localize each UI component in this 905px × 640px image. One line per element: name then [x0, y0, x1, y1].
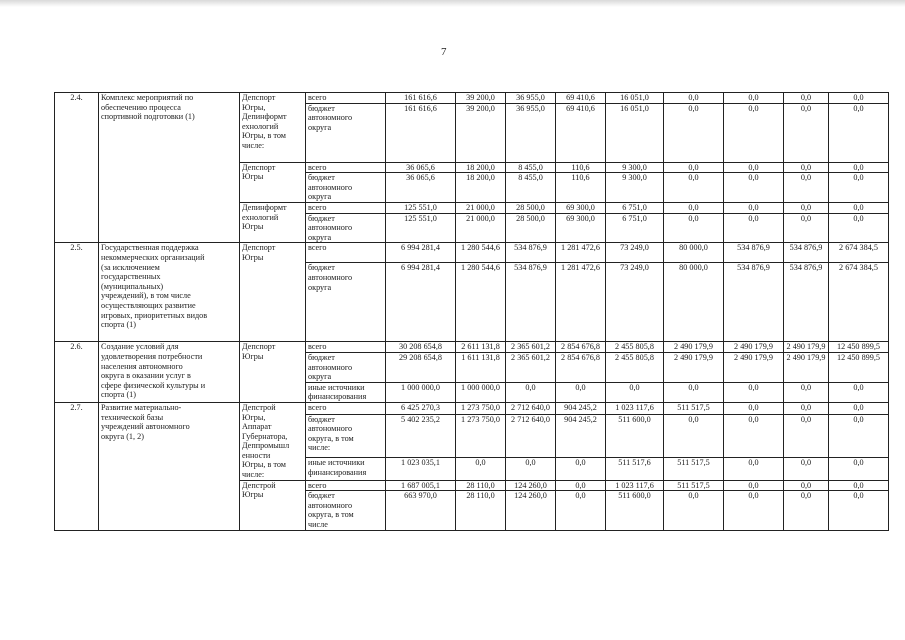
page-number: 7	[441, 46, 447, 58]
funding-source: иные источники финансирования	[306, 382, 386, 402]
amount-cell: 511 517,5	[664, 458, 724, 480]
amount-cell: 5 402 235,2	[386, 414, 456, 458]
amount-cell: 1 023 035,1	[386, 458, 456, 480]
amount-cell: 125 551,0	[386, 202, 456, 213]
amount-cell: 125 551,0	[386, 213, 456, 243]
amount-cell: 2 490 179,9	[724, 342, 784, 353]
amount-cell: 0,0	[724, 480, 784, 491]
amount-cell: 12 450 899,5	[829, 352, 889, 382]
amount-cell: 1 280 544,6	[456, 263, 506, 342]
budget-table-body	[55, 93, 889, 531]
executor: Депспорт Югры	[240, 162, 306, 202]
amount-cell: 39 200,0	[456, 103, 506, 162]
amount-cell: 0,0	[784, 93, 829, 104]
amount-cell: 0,0	[829, 173, 889, 203]
amount-cell: 110,6	[556, 173, 606, 203]
amount-cell: 511 517,5	[664, 480, 724, 491]
amount-cell: 0,0	[829, 162, 889, 173]
amount-cell: 28 110,0	[456, 491, 506, 530]
amount-cell: 28 500,0	[506, 213, 556, 243]
amount-cell: 1 000 000,0	[386, 382, 456, 402]
amount-cell: 0,0	[784, 382, 829, 402]
amount-cell: 0,0	[784, 162, 829, 173]
amount-cell: 80 000,0	[664, 263, 724, 342]
amount-cell: 2 490 179,9	[784, 342, 829, 353]
executor: Депспорт Югры	[240, 342, 306, 403]
amount-cell: 534 876,9	[784, 243, 829, 263]
row-number: 2.5.	[55, 243, 99, 342]
amount-cell: 0,0	[664, 103, 724, 162]
amount-cell: 73 249,0	[606, 243, 664, 263]
amount-cell: 69 410,6	[556, 93, 606, 104]
amount-cell: 6 994 281,4	[386, 263, 456, 342]
amount-cell: 0,0	[724, 173, 784, 203]
amount-cell: 36 955,0	[506, 93, 556, 104]
amount-cell: 110,6	[556, 162, 606, 173]
amount-cell: 18 200,0	[456, 173, 506, 203]
executor: Депспорт Югры, Депинформт ехнологий Югры, в том числе:	[240, 93, 306, 163]
executor: Депстрой Югры, Аппарат Губернатора, Деппромышл енности Югры, в том числе:	[240, 402, 306, 480]
amount-cell: 0,0	[724, 382, 784, 402]
executor: Депинформт ехнологий Югры	[240, 202, 306, 242]
amount-cell: 0,0	[829, 458, 889, 480]
amount-cell: 0,0	[664, 202, 724, 213]
amount-cell: 0,0	[664, 173, 724, 203]
amount-cell: 534 876,9	[506, 243, 556, 263]
amount-cell: 69 300,0	[556, 213, 606, 243]
amount-cell: 534 876,9	[724, 263, 784, 342]
amount-cell: 69 300,0	[556, 202, 606, 213]
amount-cell: 6 751,0	[606, 213, 664, 243]
amount-cell: 18 200,0	[456, 162, 506, 173]
amount-cell: 30 208 654,8	[386, 342, 456, 353]
amount-cell: 2 365 601,2	[506, 352, 556, 382]
amount-cell: 511 600,0	[606, 414, 664, 458]
funding-source: бюджет автономного округа	[306, 263, 386, 342]
amount-cell: 0,0	[506, 458, 556, 480]
table-row	[55, 342, 889, 353]
amount-cell: 2 854 676,8	[556, 342, 606, 353]
amount-cell: 534 876,9	[506, 263, 556, 342]
amount-cell: 29 208 654,8	[386, 352, 456, 382]
amount-cell: 0,0	[829, 491, 889, 530]
amount-cell: 6 994 281,4	[386, 243, 456, 263]
amount-cell: 1 281 472,6	[556, 243, 606, 263]
funding-source: бюджет автономного округа	[306, 352, 386, 382]
amount-cell: 1 280 544,6	[456, 243, 506, 263]
amount-cell: 904 245,2	[556, 414, 606, 458]
row-number: 2.4.	[55, 93, 99, 243]
funding-source: бюджет автономного округа, в том числе:	[306, 414, 386, 458]
amount-cell: 69 410,6	[556, 103, 606, 162]
amount-cell: 0,0	[664, 93, 724, 104]
funding-source: бюджет автономного округа, в том числе	[306, 491, 386, 530]
amount-cell: 2 490 179,9	[784, 352, 829, 382]
amount-cell: 0,0	[829, 202, 889, 213]
amount-cell: 0,0	[724, 93, 784, 104]
amount-cell: 9 300,0	[606, 173, 664, 203]
amount-cell: 16 051,0	[606, 93, 664, 104]
amount-cell: 0,0	[556, 480, 606, 491]
table-row	[55, 243, 889, 263]
amount-cell: 161 616,6	[386, 93, 456, 104]
amount-cell: 0,0	[456, 458, 506, 480]
amount-cell: 2 712 640,0	[506, 414, 556, 458]
funding-source: всего	[306, 93, 386, 104]
amount-cell: 36 065,6	[386, 173, 456, 203]
amount-cell: 0,0	[664, 414, 724, 458]
amount-cell: 80 000,0	[664, 243, 724, 263]
amount-cell: 0,0	[784, 103, 829, 162]
amount-cell: 663 970,0	[386, 491, 456, 530]
measure-name: Создание условий для удовлетворения потребности населения автономного округа в оказании услуг в сфере физической культуры и спорта (1)	[99, 342, 240, 403]
measure-name: Комплекс мероприятий по обеспечению процесса спортивной подготовки (1)	[99, 93, 240, 243]
amount-cell: 2 455 805,8	[606, 352, 664, 382]
amount-cell: 0,0	[664, 162, 724, 173]
amount-cell: 511 517,6	[606, 458, 664, 480]
amount-cell: 904 245,2	[556, 402, 606, 414]
amount-cell: 2 712 640,0	[506, 402, 556, 414]
amount-cell: 16 051,0	[606, 103, 664, 162]
amount-cell: 1 273 750,0	[456, 414, 506, 458]
amount-cell: 1 273 750,0	[456, 402, 506, 414]
amount-cell: 9 300,0	[606, 162, 664, 173]
amount-cell: 28 110,0	[456, 480, 506, 491]
amount-cell: 6 751,0	[606, 202, 664, 213]
funding-source: всего	[306, 243, 386, 263]
amount-cell: 2 854 676,8	[556, 352, 606, 382]
amount-cell: 28 500,0	[506, 202, 556, 213]
amount-cell: 0,0	[784, 480, 829, 491]
amount-cell: 511 517,5	[664, 402, 724, 414]
amount-cell: 0,0	[829, 93, 889, 104]
amount-cell: 2 455 805,8	[606, 342, 664, 353]
amount-cell: 0,0	[724, 414, 784, 458]
amount-cell: 6 425 270,3	[386, 402, 456, 414]
amount-cell: 0,0	[724, 491, 784, 530]
amount-cell: 124 260,0	[506, 491, 556, 530]
amount-cell: 0,0	[829, 402, 889, 414]
table-row	[55, 93, 889, 104]
amount-cell: 0,0	[664, 491, 724, 530]
amount-cell: 21 000,0	[456, 202, 506, 213]
funding-source: бюджет автономного округа	[306, 103, 386, 162]
amount-cell: 0,0	[724, 162, 784, 173]
amount-cell: 2 490 179,9	[724, 352, 784, 382]
funding-source: бюджет автономного округа	[306, 173, 386, 203]
amount-cell: 21 000,0	[456, 213, 506, 243]
amount-cell: 0,0	[784, 402, 829, 414]
amount-cell: 511 600,0	[606, 491, 664, 530]
amount-cell: 0,0	[784, 213, 829, 243]
amount-cell: 534 876,9	[724, 243, 784, 263]
funding-source: всего	[306, 202, 386, 213]
amount-cell: 2 674 384,5	[829, 263, 889, 342]
amount-cell: 0,0	[784, 491, 829, 530]
amount-cell: 0,0	[829, 480, 889, 491]
amount-cell: 2 365 601,2	[506, 342, 556, 353]
amount-cell: 1 281 472,6	[556, 263, 606, 342]
amount-cell: 0,0	[724, 213, 784, 243]
amount-cell: 12 450 899,5	[829, 342, 889, 353]
amount-cell: 2 674 384,5	[829, 243, 889, 263]
amount-cell: 8 455,0	[506, 162, 556, 173]
amount-cell: 73 249,0	[606, 263, 664, 342]
funding-source: всего	[306, 342, 386, 353]
amount-cell: 8 455,0	[506, 173, 556, 203]
amount-cell: 39 200,0	[456, 93, 506, 104]
amount-cell: 0,0	[829, 414, 889, 458]
amount-cell: 0,0	[724, 458, 784, 480]
amount-cell: 534 876,9	[784, 263, 829, 342]
amount-cell: 0,0	[556, 382, 606, 402]
amount-cell: 0,0	[664, 382, 724, 402]
funding-source: иные источники финансирования	[306, 458, 386, 480]
funding-source: бюджет автономного округа	[306, 213, 386, 243]
row-number: 2.6.	[55, 342, 99, 403]
amount-cell: 2 490 179,9	[664, 342, 724, 353]
amount-cell: 124 260,0	[506, 480, 556, 491]
amount-cell: 0,0	[506, 382, 556, 402]
funding-source: всего	[306, 480, 386, 491]
funding-source: всего	[306, 162, 386, 173]
amount-cell: 0,0	[829, 382, 889, 402]
amount-cell: 0,0	[784, 414, 829, 458]
amount-cell: 1 611 131,8	[456, 352, 506, 382]
scan-edge-shadow	[0, 0, 905, 7]
amount-cell: 36 065,6	[386, 162, 456, 173]
row-number: 2.7.	[55, 402, 99, 530]
measure-name: Государственная поддержка некоммерческих организаций (за исключением государственных (муниципальных) учреждений), в том числе осуществляющих развитие игровых, приоритетных видов спорта (1)	[99, 243, 240, 342]
table-row	[55, 402, 889, 414]
amount-cell: 0,0	[556, 491, 606, 530]
amount-cell: 0,0	[724, 402, 784, 414]
amount-cell: 2 490 179,9	[664, 352, 724, 382]
amount-cell: 0,0	[664, 213, 724, 243]
amount-cell: 0,0	[724, 202, 784, 213]
executor: Депспорт Югры	[240, 243, 306, 342]
amount-cell: 0,0	[784, 173, 829, 203]
amount-cell: 161 616,6	[386, 103, 456, 162]
amount-cell: 1 687 005,1	[386, 480, 456, 491]
executor: Депстрой Югры	[240, 480, 306, 530]
amount-cell: 1 023 117,6	[606, 402, 664, 414]
amount-cell: 0,0	[784, 458, 829, 480]
funding-source: всего	[306, 402, 386, 414]
amount-cell: 0,0	[606, 382, 664, 402]
budget-table	[54, 92, 889, 531]
amount-cell: 0,0	[784, 202, 829, 213]
amount-cell: 0,0	[829, 213, 889, 243]
amount-cell: 1 023 117,6	[606, 480, 664, 491]
amount-cell: 36 955,0	[506, 103, 556, 162]
amount-cell: 2 611 131,8	[456, 342, 506, 353]
amount-cell: 0,0	[829, 103, 889, 162]
measure-name: Развитие материально- технической базы учреждений автономного округа (1, 2)	[99, 402, 240, 530]
amount-cell: 0,0	[724, 103, 784, 162]
amount-cell: 0,0	[556, 458, 606, 480]
amount-cell: 1 000 000,0	[456, 382, 506, 402]
